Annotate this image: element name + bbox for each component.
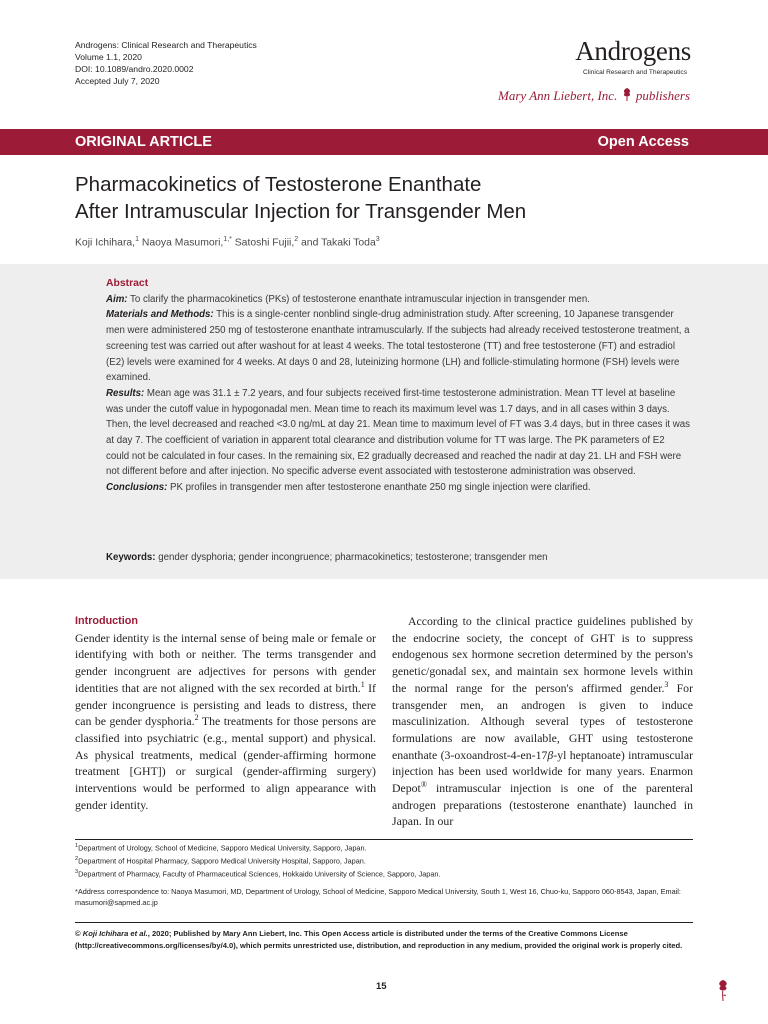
results-text: Mean age was 31.1 ± 7.2 years, and four subjects received first-time testosterone administration. Mean TT level at baseline was under the cutoff value in hypogonadal men. Mean time to reach its maximum level was 1.7 days, and in all cases within 3 days. Then, the level decreased and reached <3.0 ng/mL at day 21. Mean time to maximum level of FT was 3.4 days, but in three cases it was at day 7. The coefficient of variation in apparent total clearance and distribution volume for TT was large. The PK parameters of E2 could not be calculated in four cases. In the remaining six, E2 gradually decreased and reached the nadir at day 21. LH and FSH were not different before and after injection. No specific adverse event associated with testosterone administration was observed. <box>106 387 690 478</box>
journal-logo-subtitle: Clinical Research and Therapeutics <box>583 69 687 76</box>
keywords <box>106 552 548 563</box>
body-column-right <box>392 613 693 830</box>
aim-label: Aim: <box>106 293 128 305</box>
affiliation-3-number: 3 <box>75 869 79 876</box>
affiliation-1 <box>75 841 695 854</box>
article-title-line-2: After Intramuscular Injection for Transgender Men <box>75 200 527 223</box>
conclusions-text: PK profiles in transgender men after testosterone enanthate 250 mg single injection were clarified. <box>167 482 591 494</box>
intro2-text-c: -yl heptanoate) intramuscular injection has been used worldwide for many years. Enarmon Depot <box>392 747 693 796</box>
methods-text: This is a single-center nonblind single-drug administration study. After screening, 10 Japanese transgender men were administered 250 mg of testosterone enanthate intramuscularly. If the subjects had already received testosterone treatment, a screening test was carried out after washout for at least 4 weeks. The total testosterone (TT) and free testosterone (FT) and estradiol (E2) levels were examined for 4 weeks. At days 0 and 28, luteinizing hormone (LH) and follicle-stimulating hormone (FSH) levels were examined. <box>106 309 690 384</box>
results-label: Results: <box>106 387 145 399</box>
publisher-suffix: publishers <box>635 88 690 103</box>
intro-text-c: The treatments for those persons are classified into psychiatric (e.g., mental support) and physical. As physical treatments, medical (gender-affirming hormone treatment [GHT]) or surgical (gender-affirming surgery) interventions would be performed to align appearance with gender identity. <box>75 714 376 812</box>
license-rule <box>75 922 693 923</box>
abstract <box>106 276 690 496</box>
author-4-affiliation: 3 <box>375 236 380 243</box>
page-number: 15 <box>376 981 387 992</box>
author-2: Naoya Masumori, <box>138 237 224 249</box>
journal-logo-title: Androgens <box>575 36 691 66</box>
author-4: and Takaki Toda <box>298 237 376 249</box>
abstract-conclusions <box>106 480 690 496</box>
flower-icon <box>717 978 729 1007</box>
intro-paragraph-1 <box>75 630 376 814</box>
author-3-affiliation: 2 <box>294 236 299 243</box>
copyright-holder: Koji Ichihara et al. <box>82 929 148 938</box>
affiliation-1-number: 1 <box>75 843 79 849</box>
article-type-banner <box>0 129 768 155</box>
article-type-label: ORIGINAL ARTICLE <box>75 134 212 150</box>
abstract-methods <box>106 307 690 386</box>
affiliation-3-text: Department of Pharmacy, Faculty of Pharmaceutical Sciences, Hokkaido University of Science, Sapporo, Japan. <box>78 869 441 879</box>
author-3: Satoshi Fujii, <box>231 237 295 249</box>
doi: DOI: 10.1089/andro.2020.0002 <box>75 64 194 74</box>
journal-name: Androgens: Clinical Research and Therapeutics <box>75 40 257 50</box>
introduction-heading: Introduction <box>75 615 138 627</box>
author-list <box>75 236 380 248</box>
methods-label: Materials and Methods: <box>106 309 214 321</box>
accepted-date: Accepted July 7, 2020 <box>75 76 160 86</box>
citation-3: 3 <box>664 679 669 689</box>
correspondence: *Address correspondence to: Naoya Masumori, MD, Department of Urology, School of Medicine, Sapporo Medical University, South 1, West 16, Chuo-ku, Sapporo 060-8543, Japan, Email: masumori@sapmed.ac.jp <box>75 887 681 907</box>
open-access-label: Open Access <box>597 134 689 150</box>
license-statement <box>75 928 695 952</box>
aim-text: To clarify the pharmacokinetics (PKs) of testosterone enanthate intramuscular injection in transgender men. <box>127 293 590 305</box>
beta-symbol: β <box>547 747 554 762</box>
intro2-text-a: According to the clinical practice guidelines published by the endocrine society, the concept of GHT is to suppress endogenous sex hormone secretion determined by the person's genetic/gonadal sex, and maintain sex hormone levels within the normal range for the person's affirmed gender. <box>392 614 693 695</box>
keywords-label: Keywords: <box>106 552 156 563</box>
abstract-aim <box>106 292 690 308</box>
intro-text-b: If gender incongruence is persisting and leads to distress, there can be gender dysphoria. <box>75 680 376 729</box>
body-column-left <box>75 613 376 813</box>
affiliation-2-number: 2 <box>75 856 79 863</box>
affiliation-2 <box>75 854 695 867</box>
intro2-text-b: For transgender men, an androgen is given to induce masculinization. Although several types of testosterone formulations are now available, GHT using testosterone enanthate (3-oxoandrost-4-en-17 <box>392 680 693 762</box>
affiliation-3 <box>75 867 695 880</box>
publisher-logo <box>498 87 690 105</box>
footnote-rule <box>75 839 693 840</box>
citation-2: 2 <box>194 713 199 723</box>
intro2-text-d: intramuscular injection is one of the parenteral androgen preparations (testosterone enanthate) launched in Japan. In our <box>392 781 693 829</box>
affiliations <box>75 841 695 881</box>
author-1: Koji Ichihara, <box>75 237 136 249</box>
volume: Volume 1.1, 2020 <box>75 52 142 62</box>
article-title <box>75 171 526 225</box>
registered-mark: ® <box>420 780 427 790</box>
citation-1: 1 <box>360 679 365 689</box>
article-meta <box>75 39 257 87</box>
abstract-heading: Abstract <box>106 278 149 289</box>
conclusions-label: Conclusions: <box>106 482 168 494</box>
keywords-text: gender dysphoria; gender incongruence; pharmacokinetics; testosterone; transgender men <box>155 552 548 563</box>
intro-text-a: Gender identity is the internal sense of being male or female or identifying with both or neither. The terms transgender and gender incongruent are adjectives for persons with gender identities that are not aligned with the sex recorded at birth. <box>75 630 376 695</box>
affiliation-2-text: Department of Hospital Pharmacy, Sapporo Medical University Hospital, Sapporo, Japan. <box>78 856 366 866</box>
copyright-symbol: © <box>75 929 83 938</box>
intro-paragraph-2 <box>392 613 693 830</box>
abstract-results <box>106 386 690 480</box>
author-2-affiliation: 1,* <box>223 236 232 243</box>
publisher-name: Mary Ann Liebert, Inc. <box>498 88 618 103</box>
affiliation-1-text: Department of Urology, School of Medicine, Sapporo Medical University, Sapporo, Japan. <box>78 843 367 853</box>
flower-icon <box>622 87 632 105</box>
license-text: , 2020; Published by Mary Ann Liebert, Inc. This Open Access article is distributed under the terms of the Creative Commons License (http://creativecommons.org/licenses/by/4.0), which permits unrestricted use, distribution, and reproduction in any medium, provided the original work is properly cited. <box>75 929 683 950</box>
article-title-line-1: Pharmacokinetics of Testosterone Enanthate <box>75 173 482 196</box>
author-1-affiliation: 1 <box>135 236 139 243</box>
